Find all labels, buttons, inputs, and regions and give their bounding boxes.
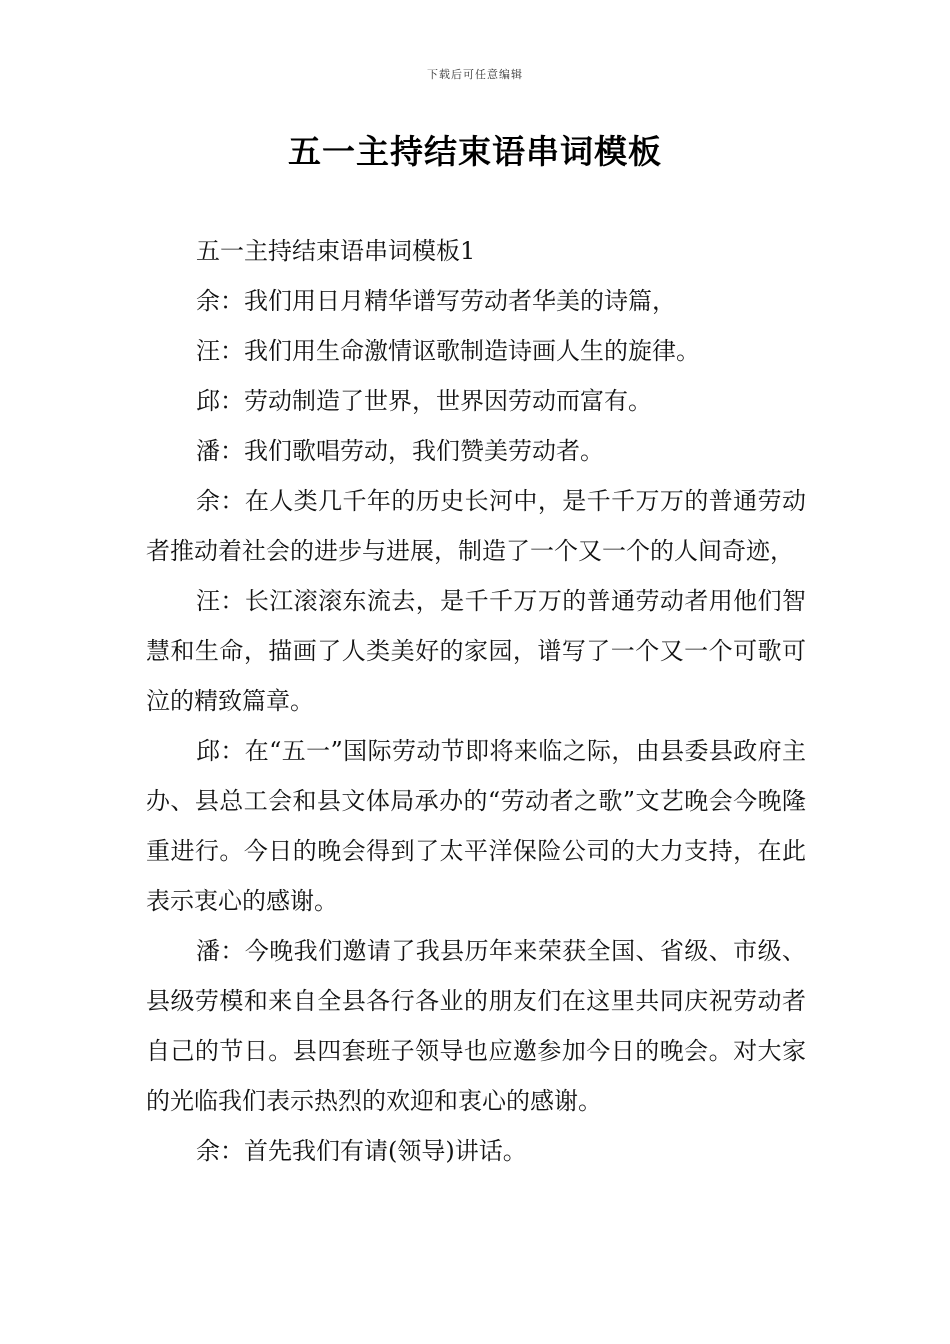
paragraph: 余：我们用日月精华谱写劳动者华美的诗篇， xyxy=(196,287,676,315)
header-note: 下载后可任意编辑 xyxy=(427,68,523,81)
paragraph: 潘：今晚我们邀请了我县历年来荣获全国、省级、市级、县级劳模和来自全县各行各业的朋友们在这里共同庆祝劳动者自己的节日。县四套班子领导也应邀参加今日的晚会。对大家的光临我们表示热烈的欢迎和衷心的感谢。 xyxy=(146,937,806,1115)
paragraph: 邱：劳动制造了世界，世界因劳动而富有。 xyxy=(196,387,652,415)
paragraph: 余：首先我们有请(领导)讲话。 xyxy=(196,1137,527,1165)
paragraph: 邱：在“五一”国际劳动节即将来临之际，由县委县政府主办、县总工会和县文体局承办的“劳动者之歌”文艺晚会今晚隆重进行。今日的晚会得到了太平洋保险公司的大力支持，在此表示衷心的感谢。 xyxy=(146,737,806,915)
paragraph: 余：在人类几千年的历史长河中，是千千万万的普通劳动者推动着社会的进步与进展，制造了一个又一个的人间奇迹， xyxy=(146,487,806,565)
document-body xyxy=(146,226,806,1176)
document-title: 五一主持结束语串词模板 xyxy=(288,132,662,171)
section-heading: 五一主持结束语串词模板1 xyxy=(196,237,476,265)
paragraph: 汪：我们用生命激情讴歌制造诗画人生的旋律。 xyxy=(196,337,700,365)
paragraph: 汪：长江滚滚东流去，是千千万万的普通劳动者用他们智慧和生命，描画了人类美好的家园，谱写了一个又一个可歌可泣的精致篇章。 xyxy=(146,587,806,715)
paragraph: 潘：我们歌唱劳动，我们赞美劳动者。 xyxy=(196,437,604,465)
